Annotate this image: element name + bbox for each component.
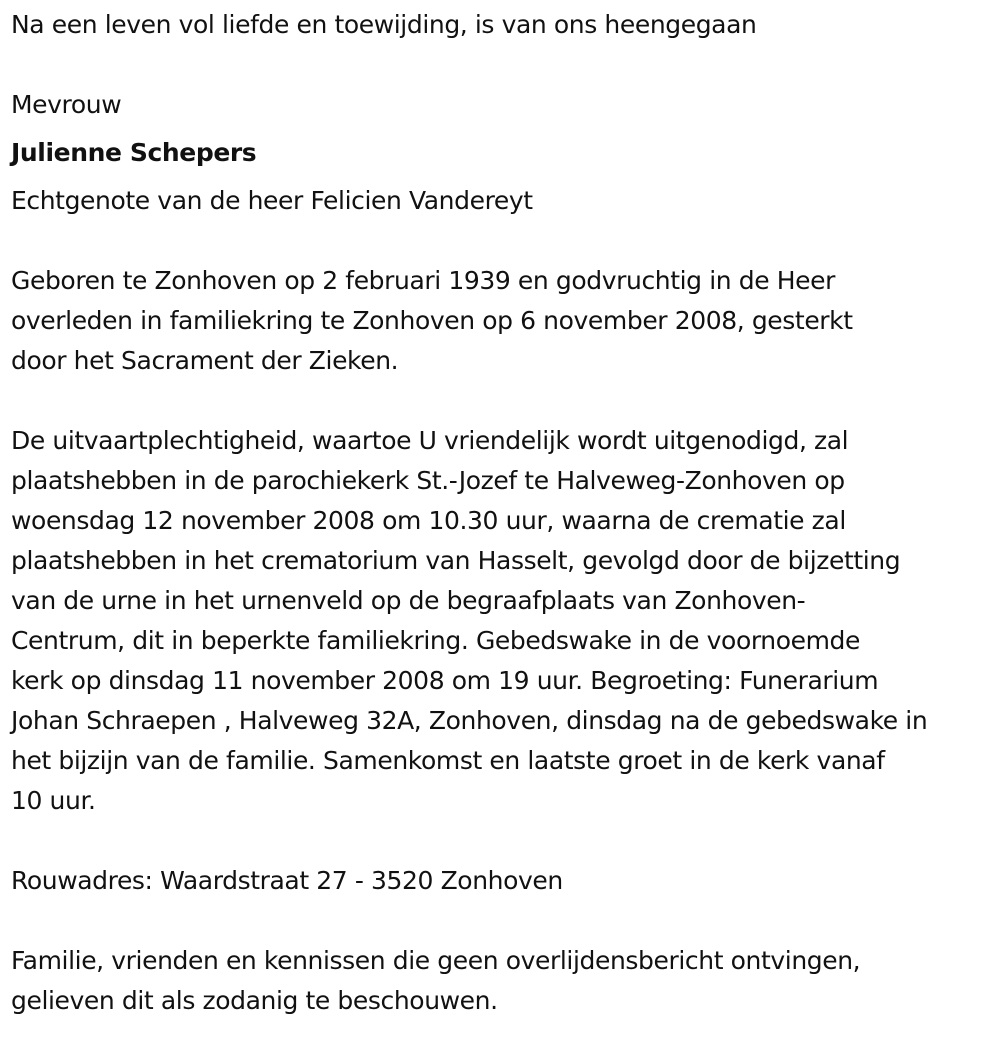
honorific: Mevrouw xyxy=(11,90,122,119)
paragraph-line: De uitvaartplechtigheid, waartoe U vriendelijk wordt uitgenodigd, zal xyxy=(11,426,849,455)
paragraph-line: door het Sacrament der Zieken. xyxy=(11,346,399,375)
paragraph-line: het bijzijn van de familie. Samenkomst en laatste groet in de kerk vanaf xyxy=(11,746,885,775)
mourning-address: Rouwadres: Waardstraat 27 - 3520 Zonhoven xyxy=(11,866,563,895)
closing-paragraph xyxy=(11,941,860,1021)
birth-paragraph xyxy=(11,261,853,381)
paragraph-line: overleden in familiekring te Zonhoven op 6 november 2008, gesterkt xyxy=(11,306,853,335)
paragraph-line: plaatshebben in het crematorium van Hasselt, gevolgd door de bijzetting xyxy=(11,546,901,575)
paragraph-line: plaatshebben in de parochiekerk St.-Jozef te Halveweg-Zonhoven op xyxy=(11,466,845,495)
paragraph-line: 10 uur. xyxy=(11,786,96,815)
paragraph-line: Geboren te Zonhoven op 2 februari 1939 en godvruchtig in de Heer xyxy=(11,266,835,295)
paragraph-line: van de urne in het urnenveld op de begraafplaats van Zonhoven- xyxy=(11,586,806,615)
paragraph-line: Centrum, dit in beperkte familiekring. Gebedswake in de voornoemde xyxy=(11,626,861,655)
paragraph-line: woensdag 12 november 2008 om 10.30 uur, waarna de crematie zal xyxy=(11,506,846,535)
deceased-name: Julienne Schepers xyxy=(11,138,257,167)
paragraph-line: gelieven dit als zodanig te beschouwen. xyxy=(11,986,498,1015)
paragraph-line: Familie, vrienden en kennissen die geen overlijdensbericht ontvingen, xyxy=(11,946,861,975)
paragraph-line: Johan Schraepen , Halveweg 32A, Zonhoven, dinsdag na de gebedswake in xyxy=(11,706,928,735)
spouse-text: Echtgenote van de heer Felicien Vandereyt xyxy=(11,186,533,215)
paragraph-line: kerk op dinsdag 11 november 2008 om 19 uur. Begroeting: Funerarium xyxy=(11,666,879,695)
intro-text: Na een leven vol liefde en toewijding, is van ons heengegaan xyxy=(11,10,757,39)
ceremony-paragraph xyxy=(11,421,927,821)
